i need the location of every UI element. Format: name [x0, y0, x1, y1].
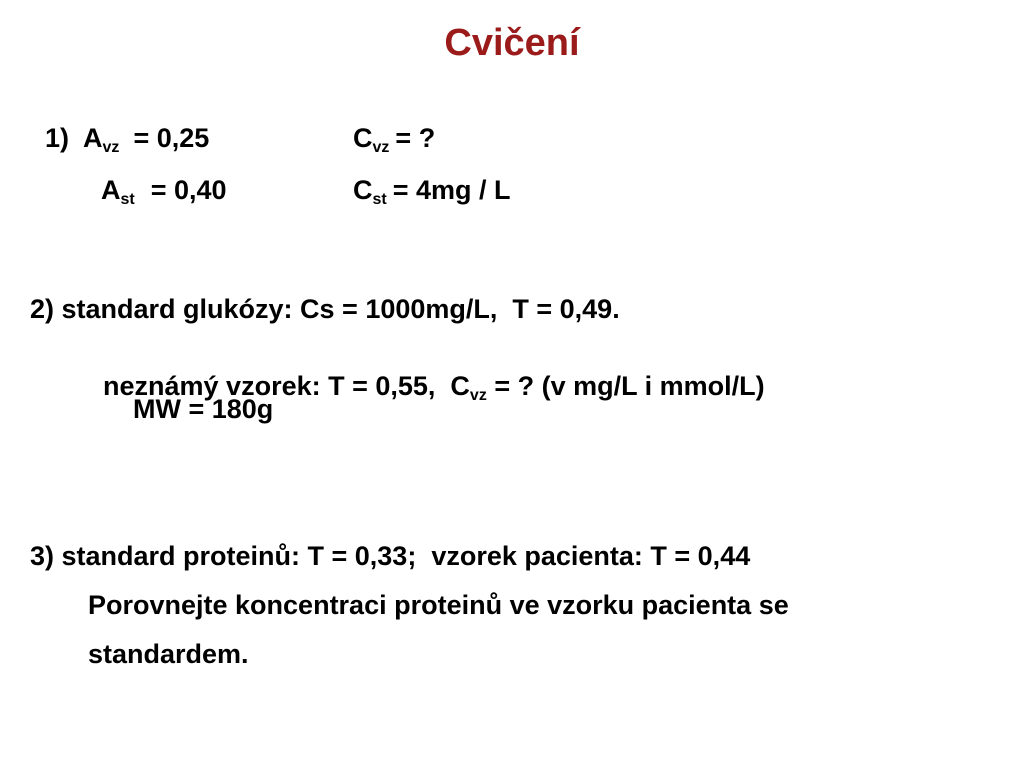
ex1-line2	[87, 150, 227, 208]
ex2-line3: MW = 180g	[133, 394, 274, 424]
ex1-number: 1)	[45, 123, 70, 153]
ex1-c-vz	[338, 98, 436, 156]
ex1-c-symbol: C	[353, 123, 373, 153]
ex2-line2-text: neznámý vzorek: T = 0,55, C	[103, 371, 470, 401]
ex1-a-vz-value: = 0,25	[133, 123, 210, 153]
ex1-c-vz-value: = ?	[395, 123, 436, 153]
ex1-c-vz-subscript: vz	[372, 139, 390, 156]
ex1-line1	[30, 98, 210, 156]
slide-title: Cvičení	[444, 22, 580, 64]
ex3-line1: 3) standard proteinů: T = 0,33; vzorek pacienta: T = 0,44	[30, 541, 751, 571]
ex3-line2: Porovnejte koncentraci proteinů ve vzorku pacienta se	[88, 590, 789, 620]
ex1-c-st-value: = 4mg / L	[392, 175, 511, 205]
ex2-line2	[88, 346, 765, 404]
ex3-line3: standardem.	[88, 639, 249, 669]
ex1-a-st-value: = 0,40	[150, 175, 227, 205]
ex1-a-st-symbol: A	[101, 175, 121, 205]
ex1-c-st	[338, 150, 511, 208]
ex1-c-st-subscript: st	[372, 191, 387, 208]
ex2-line2-rest: = ? (v mg/L i mmol/L)	[486, 371, 765, 401]
ex1-st-subscript: st	[120, 191, 135, 208]
ex1-a-symbol: A	[83, 123, 103, 153]
ex1-c-st-symbol: C	[353, 175, 373, 205]
ex2-vz-subscript: vz	[469, 387, 487, 404]
ex2-line1: 2) standard glukózy: Cs = 1000mg/L, T = 0,49.	[30, 294, 620, 324]
ex1-vz-subscript: vz	[102, 139, 120, 156]
